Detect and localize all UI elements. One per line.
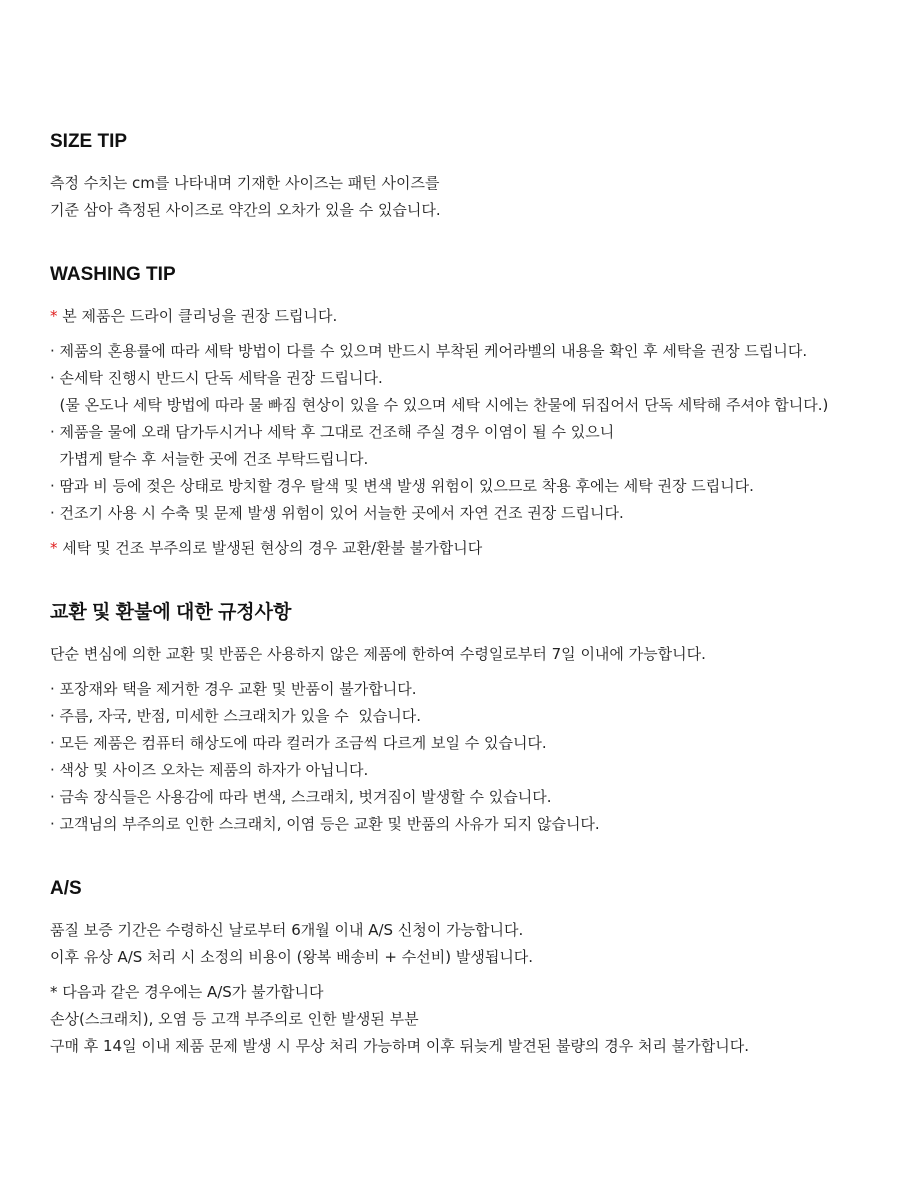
washing-item: 가볍게 탈수 후 서늘한 곳에 건조 부탁드립니다. [50,450,369,468]
washing-notice-top [50,303,880,330]
as-note: 구매 후 14일 이내 제품 문제 발생 시 무상 처리 가능하며 이후 뒤늦게 발견된 불량의 경우 처리 불가합니다. [50,1037,750,1055]
washing-notice-bottom [50,535,880,562]
washing-item: (물 온도나 세탁 방법에 따라 물 빠짐 현상이 있을 수 있으며 세탁 시에는 찬물에 뒤집어서 단독 세탁해 주셔야 합니다.) [50,396,829,414]
exchange-item: · 모든 제품은 컴퓨터 해상도에 따라 컬러가 조금씩 다르게 보일 수 있습니다. [50,734,547,752]
washing-item: · 제품의 혼용률에 따라 세탁 방법이 다를 수 있으며 반드시 부착된 케어라벨의 내용을 확인 후 세탁을 권장 드립니다. [50,342,808,360]
exchange-item: · 포장재와 택을 제거한 경우 교환 및 반품이 불가합니다. [50,680,417,698]
size-tip-section [50,130,880,224]
asterisk-mark: * [50,307,58,325]
asterisk-mark: * [50,539,58,557]
as-line: 이후 유상 A/S 처리 시 소정의 비용이 (왕복 배송비 + 수선비) 발생됩니다. [50,948,534,966]
washing-tip-section [50,263,880,562]
washing-notice-top-text: 본 제품은 드라이 클리닝을 권장 드립니다. [57,307,338,325]
exchange-item: · 주름, 자국, 반점, 미세한 스크래치가 있을 수 있습니다. [50,707,422,725]
section-spacer [50,224,880,263]
washing-item: · 땀과 비 등에 젖은 상태로 방치할 경우 탈색 및 변색 발생 위험이 있으므로 착용 후에는 세탁 권장 드립니다. [50,477,754,495]
exchange-intro: 단순 변심에 의한 교환 및 반품은 사용하지 않은 제품에 한하여 수령일로부터 7일 이내에 가능합니다. [50,645,706,663]
size-tip-line: 기준 삼아 측정된 사이즈로 약간의 오차가 있을 수 있습니다. [50,201,441,219]
info-content [50,130,880,1060]
washing-item: · 손세탁 진행시 반드시 단독 세탁을 권장 드립니다. [50,369,383,387]
exchange-item: · 금속 장식들은 사용감에 따라 변색, 스크래치, 벗겨짐이 발생할 수 있습니다. [50,788,552,806]
size-tip-title: SIZE TIP [50,131,128,152]
section-spacer [50,838,880,877]
exchange-item: · 고객님의 부주의로 인한 스크래치, 이염 등은 교환 및 반품의 사유가 되지 않습니다. [50,815,600,833]
washing-item: · 건조기 사용 시 수축 및 문제 발생 위험이 있어 서늘한 곳에서 자연 건조 권장 드립니다. [50,504,624,522]
as-note: 손상(스크래치), 오염 등 고객 부주의로 인한 발생된 부분 [50,1010,419,1028]
washing-item: · 제품을 물에 오래 담가두시거나 세탁 후 그대로 건조해 주실 경우 이염이 될 수 있으니 [50,423,615,441]
as-section [50,877,880,1060]
washing-notice-bottom-text: 세탁 및 건조 부주의로 발생된 현상의 경우 교환/환불 불가합니다 [57,539,483,557]
washing-tip-title: WASHING TIP [50,264,176,285]
as-note: * 다음과 같은 경우에는 A/S가 불가합니다 [50,983,324,1001]
as-title: A/S [50,878,82,899]
size-tip-line: 측정 수치는 cm를 나타내며 기재한 사이즈는 패턴 사이즈를 [50,174,440,192]
exchange-section [50,601,880,838]
as-line: 품질 보증 기간은 수령하신 날로부터 6개월 이내 A/S 신청이 가능합니다. [50,921,524,939]
exchange-title: 교환 및 환불에 대한 규정사항 [50,602,292,623]
exchange-item: · 색상 및 사이즈 오차는 제품의 하자가 아닙니다. [50,761,369,779]
section-spacer [50,562,880,601]
